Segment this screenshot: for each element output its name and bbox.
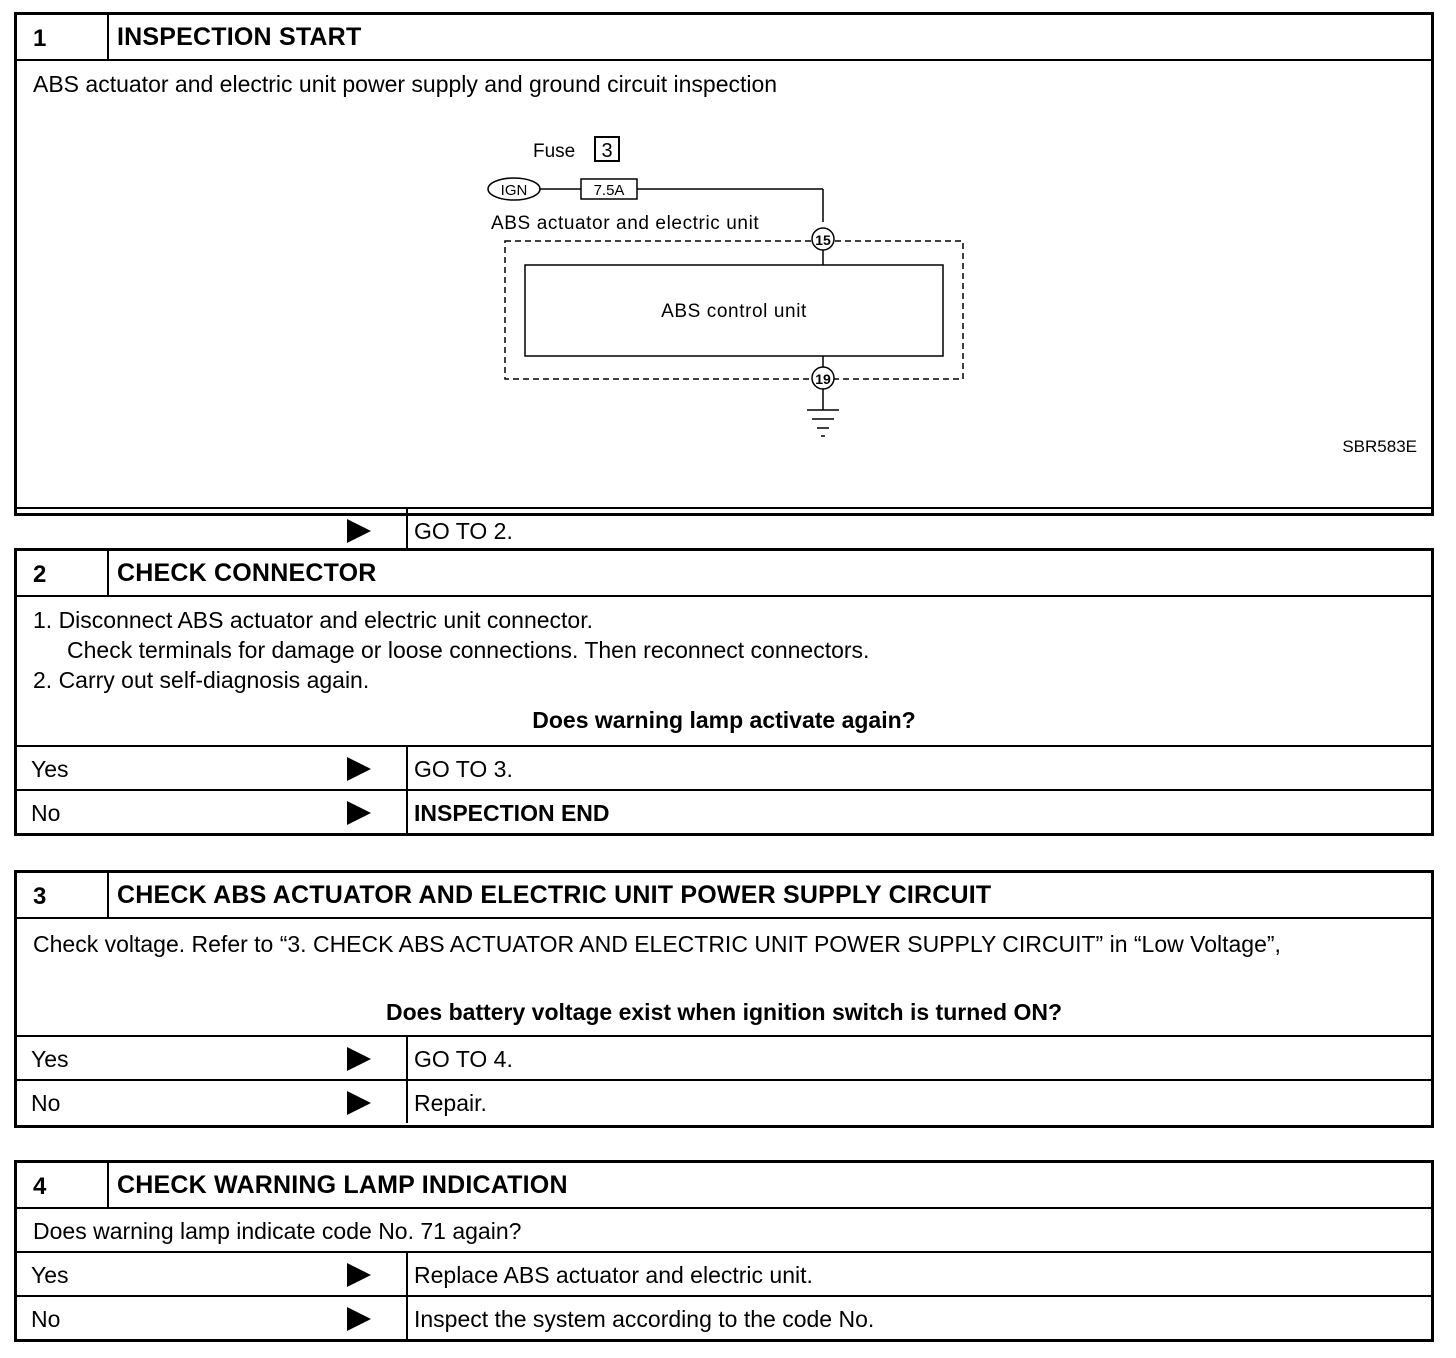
- step-description: ABS actuator and electric unit power supply and ground circuit inspection: [33, 71, 778, 97]
- answer-label: [17, 1081, 408, 1123]
- figure-code: SBR583E: [1342, 437, 1417, 456]
- step-title: CHECK ABS ACTUATOR AND ELECTRIC UNIT POWER SUPPLY CIRCUIT: [117, 881, 992, 909]
- answer-label-text: Yes: [31, 1262, 69, 1288]
- arrow-right-icon: [347, 1091, 371, 1115]
- answer-label: [17, 1253, 408, 1295]
- answer-label-text: No: [31, 800, 61, 826]
- step-1-block: [14, 12, 1434, 544]
- step-2-body: [17, 595, 1431, 745]
- question: Does battery voltage exist when ignition switch is turned ON?: [385, 999, 1063, 1025]
- answer-result: GO TO 3.: [414, 756, 513, 782]
- control-unit-label: ABS control unit: [661, 301, 807, 322]
- answer-result: GO TO 2.: [414, 518, 513, 544]
- arrow-right-icon: [347, 801, 371, 825]
- ign-label: IGN: [500, 182, 528, 199]
- arrow-right-icon: [347, 757, 371, 781]
- step-1-body: [17, 59, 1431, 507]
- step-number: 2: [17, 551, 109, 595]
- step-3-block: [14, 870, 1434, 1128]
- ground-icon: [807, 410, 839, 436]
- terminal-19-label: 19: [815, 371, 831, 387]
- fuse-number: 3: [601, 140, 613, 162]
- step-number: 3: [17, 873, 109, 917]
- answer-label: [17, 791, 408, 833]
- step-title: CHECK WARNING LAMP INDICATION: [117, 1171, 568, 1199]
- step-description: Check voltage. Refer to “3. CHECK ABS ACTUATOR AND ELECTRIC UNIT POWER SUPPLY CIRCUIT” in “Low Voltage”,: [33, 931, 1281, 957]
- answer-result: Replace ABS actuator and electric unit.: [414, 1262, 813, 1288]
- step-3-body: [17, 917, 1431, 1035]
- answer-label-text: No: [31, 1306, 61, 1332]
- arrow-right-icon: [347, 519, 371, 543]
- instruction-line: 2. Carry out self-diagnosis again.: [33, 667, 370, 693]
- answer-result: Inspect the system according to the code No.: [414, 1306, 875, 1332]
- step-4-block: [14, 1160, 1434, 1342]
- question: Does warning lamp activate again?: [532, 707, 916, 733]
- circuit-diagram: [17, 99, 1431, 507]
- answer-row-yes: [17, 1035, 1431, 1079]
- answer-row: [17, 507, 1431, 551]
- instruction-line: 1. Disconnect ABS actuator and electric unit connector.: [33, 607, 593, 633]
- circuit-diagram-area: [17, 99, 1431, 507]
- step-4-header: [17, 1163, 1431, 1207]
- answer-label-cell: [17, 509, 408, 551]
- unit-label: ABS actuator and electric unit: [491, 213, 760, 234]
- step-number: 1: [17, 15, 109, 59]
- step-description: Does warning lamp indicate code No. 71 again?: [33, 1218, 522, 1244]
- answer-label: [17, 1037, 408, 1079]
- answer-label-text: No: [31, 1090, 61, 1116]
- answer-row-no: [17, 789, 1431, 833]
- answer-label: [17, 747, 408, 789]
- step-title: CHECK CONNECTOR: [117, 559, 377, 587]
- answer-row-yes: [17, 745, 1431, 789]
- step-number: 4: [17, 1163, 109, 1207]
- answer-row-no: [17, 1079, 1431, 1123]
- terminal-15-label: 15: [815, 232, 831, 248]
- step-title: INSPECTION START: [117, 23, 362, 51]
- arrow-right-icon: [347, 1307, 371, 1331]
- step-2-block: [14, 548, 1434, 836]
- step-1-header: [17, 15, 1431, 59]
- answer-row-yes: [17, 1251, 1431, 1295]
- answer-label: [17, 1297, 408, 1339]
- answer-result: INSPECTION END: [414, 800, 610, 826]
- step-2-header: [17, 551, 1431, 595]
- instruction-line: Check terminals for damage or loose connections. Then reconnect connectors.: [67, 637, 870, 663]
- answer-result: GO TO 4.: [414, 1046, 513, 1072]
- answer-row-no: [17, 1295, 1431, 1339]
- fuse-rating: 7.5A: [593, 182, 625, 199]
- answer-label-text: Yes: [31, 756, 69, 782]
- step-4-body: [17, 1207, 1431, 1251]
- arrow-right-icon: [347, 1263, 371, 1287]
- arrow-right-icon: [347, 1047, 371, 1071]
- answer-result: Repair.: [414, 1090, 487, 1116]
- fuse-label: Fuse: [533, 141, 576, 162]
- step-3-header: [17, 873, 1431, 917]
- answer-label-text: Yes: [31, 1046, 69, 1072]
